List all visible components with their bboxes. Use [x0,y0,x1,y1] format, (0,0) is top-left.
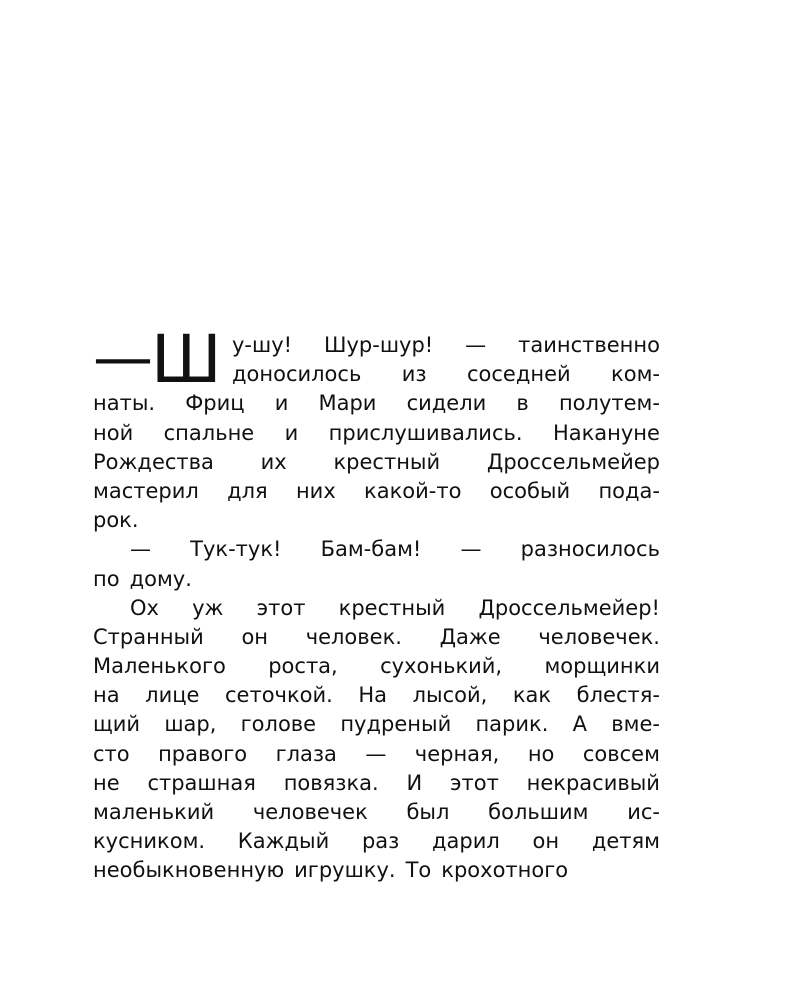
word: глаза [275,741,337,766]
word: рок. [93,508,139,533]
text-line [93,652,660,681]
word: доносилось [232,362,362,387]
text-line [93,448,660,477]
text-line [93,798,660,827]
word: На [358,683,388,708]
word: этот [256,595,306,620]
text-line [93,477,660,506]
word: — [465,333,487,357]
word: крестный [333,449,441,474]
word: пода- [598,478,660,503]
text-line [93,769,660,798]
word: необыкновенную [93,858,285,883]
word: на [93,683,120,708]
word: некрасивый [526,770,660,795]
word: лысой, [412,683,488,708]
word: них [295,478,336,503]
word: Мари [318,391,377,416]
word: правого [158,741,248,766]
word: Даже [439,624,501,649]
word: уж [192,595,224,620]
word: Каждый [237,829,330,854]
word: наты. [93,391,156,416]
word: для [227,478,268,503]
word: не [93,770,120,795]
word: сухонький, [380,654,503,679]
word: черная, [414,741,500,766]
word: Рождества [93,449,214,474]
word: Странный [93,624,204,649]
word: из [401,362,427,387]
word: он [532,829,560,854]
word: человечек [252,800,368,824]
word: маленький [93,800,215,824]
word: он [241,624,269,649]
word: Фриц [185,391,245,416]
word: и [284,420,299,445]
word: сидели [406,391,487,416]
word: крестный [338,595,446,620]
word: щий [93,712,141,737]
word: Бам-бам! [320,537,422,562]
word: прислушивались. [328,420,523,445]
word: морщинки [544,654,660,679]
drop-cap-letter: Ш [151,321,222,398]
word: Маленького [93,654,226,679]
text-line [93,535,660,564]
word: — [365,741,387,766]
word: особый [489,478,571,503]
word: ной [93,420,134,445]
word: — [460,537,482,562]
word: Тук-тук! [190,537,282,562]
word: был [406,800,450,824]
text-line [93,710,660,739]
text-line [93,681,660,710]
word: повязка. [283,770,379,795]
text-line [93,740,660,769]
word: по [93,566,120,591]
word: человек. [305,624,402,649]
text-line [93,565,660,594]
word: голове [240,712,317,737]
text-lines [93,321,660,886]
text-line [93,594,660,623]
word: дому. [129,566,192,591]
word: А [572,712,587,737]
text-line [93,506,660,535]
word: совсем [582,741,660,766]
word: шар, [164,712,217,737]
word: человечек. [538,624,660,649]
word: большим [488,800,589,824]
word: раз [361,829,400,854]
word: и [274,391,289,416]
word: их [260,449,287,474]
word: спальне [163,420,255,445]
word: какой-то [364,478,462,503]
word: дарил [432,829,500,854]
word: мастерил [93,478,199,503]
word: — [130,537,151,562]
word: страшная [147,770,256,795]
word: лице [145,683,200,708]
story-text [93,321,660,886]
word: Накануне [552,420,660,445]
word: сто [93,741,130,766]
word: крохотного [441,858,569,883]
word: этот [449,770,499,795]
word: полутем- [558,391,660,416]
word: Шур-шур! [324,333,434,357]
word: как [512,683,552,708]
text-line [93,856,660,885]
word: игрушку. [294,858,396,883]
word: ком- [611,362,660,387]
word: детям [591,829,660,854]
word: кусником. [93,829,206,854]
word: соседней [466,362,571,387]
word: Дроссельмейер [486,449,660,474]
word: таинственно [518,333,660,357]
text-line [93,419,660,448]
text-line [93,623,660,652]
drop-cap-dash: — [93,323,151,393]
word: но [527,741,555,766]
word: И [406,770,423,795]
word: парик. [475,712,549,737]
word: Ох [130,595,159,620]
word: разносилось [520,537,660,562]
word: То [405,858,432,883]
word: вме- [611,712,660,737]
word: в [516,391,529,416]
word: роста, [268,654,338,679]
text-line [93,827,660,856]
drop-cap [93,321,222,398]
word: сеточкой. [225,683,333,708]
word: блестя- [576,683,660,708]
word: пудреный [340,712,452,737]
word: ис- [627,800,660,824]
word: Дроссельмейер! [478,595,660,620]
word: у-шу! [232,333,293,357]
